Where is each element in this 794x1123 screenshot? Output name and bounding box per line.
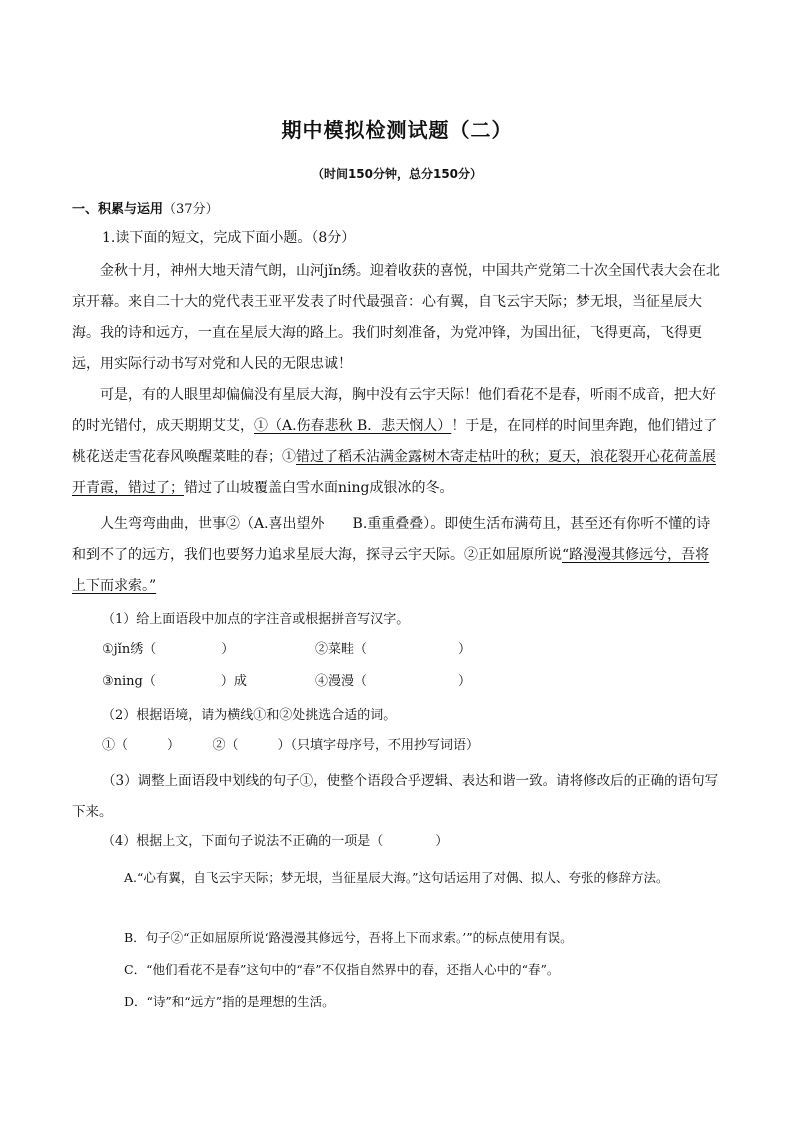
p2-text-a: 可是，有的人眼里却偏偏没有星辰大海，胸中没有云宇天际！他们看花不是春，听雨不成音，把大好的时光错付，成天期期艾艾，: [72, 387, 716, 434]
p2-underlined-sentence-1: 错过了稻禾沾满金露树木寄走枯叶的秋；夏天，浪花裂开心花荷盖展开青霞，错过了；: [72, 449, 716, 496]
sub1-item-d: ④漫漫（ ）: [315, 674, 472, 689]
sub2-answer-blanks: ①（ ） ②（ ）（只填字母序号，不用抄写词语）: [102, 738, 480, 753]
page-title: 期中模拟检测试题（二）: [281, 118, 513, 142]
passage-paragraph-3: [72, 509, 722, 602]
p2-blank-1-choices: ①（A.伤春悲秋 B．悲天悯人）: [254, 418, 452, 434]
p2-text-e: 错过了山坡覆盖白雪水面ning成银冰的冬。: [184, 480, 454, 496]
p2-text-c: ！于是，在同样的时间里奔跑，他们错过了桃花送走雪花春风唤醒菜畦的春；①: [72, 418, 718, 465]
sub-question-2-prompt: （2）根据语境，请为横线①和②处挑选合适的词。: [102, 708, 397, 723]
sub-question-3-prompt: （3）调整上面语段中划线的句子①，使整个语段合乎逻辑、表达和谐一致。请将修改后的正确的语句写下来。: [72, 773, 719, 820]
p3-quote: “路漫漫其修远兮，吾将上下而求索。”: [72, 547, 710, 594]
section-name: 积累与运用: [98, 202, 164, 217]
sub1-item-c: ③ning（ ）成: [102, 674, 247, 689]
p3-text-a: 人生弯弯曲曲，世事②（A.喜出望外 B.重重叠叠）。即使生活布满苟且，甚至还有你听不懂的诗和到不了的远方，我们也要努力追求星辰大海，探寻云宇天际。②正如屈原所说: [72, 516, 711, 563]
question-1-intro: 1.读下面的短文，完成下面小题。（8分）: [102, 230, 356, 246]
section-heading: [72, 198, 219, 217]
passage-paragraph-1: 金秋十月，神州大地天清气朗，山河jǐn绣。迎着收获的喜悦，中国共产党第二十次全国代表大会在北京开幕。来自二十大的党代表王亚平发表了时代最强音：心有翼，自飞云宇天际；梦无垠，当征星辰大海。我的诗和远方，一直在星辰大海的路上。我们时刻准备，为党冲锋，为国出征，飞得更高，飞得更远，用实际行动书写对党和人民的无限忠诚！: [72, 263, 720, 372]
sub4-option-c: C．“他们看花不是春”这句中的“春”不仅指自然界中的春，还指人心中的“春”。: [124, 962, 560, 977]
sub4-option-b: B．句子②“正如屈原所说‘路漫漫其修远兮，吾将上下而求索。’”的标点使用有误。: [124, 930, 573, 945]
section-points: （37分）: [163, 202, 219, 217]
sub-question-4-prompt: （4）根据上文，下面句子说法不正确的一项是（ ）: [102, 834, 449, 849]
sub4-option-a: A.“心有翼，自飞云宇天际；梦无垠，当征星辰大海。”这句话运用了对偶、拟人、夸张的修辞方法。: [124, 870, 669, 885]
exam-time-score: （时间150分钟，总分150分）: [311, 167, 483, 181]
sub1-item-b: ②菜畦（ ）: [315, 642, 472, 657]
passage-paragraph-2: [72, 380, 722, 504]
sub1-item-a: ①jǐn绣（ ）: [102, 642, 235, 657]
sub-question-1-prompt: （1）给上面语段中加点的字注音或根据拼音写汉字。: [102, 612, 410, 627]
sub4-option-d: D．“诗”和“远方”指的是理想的生活。: [124, 994, 335, 1009]
section-number: 一、: [72, 202, 99, 217]
